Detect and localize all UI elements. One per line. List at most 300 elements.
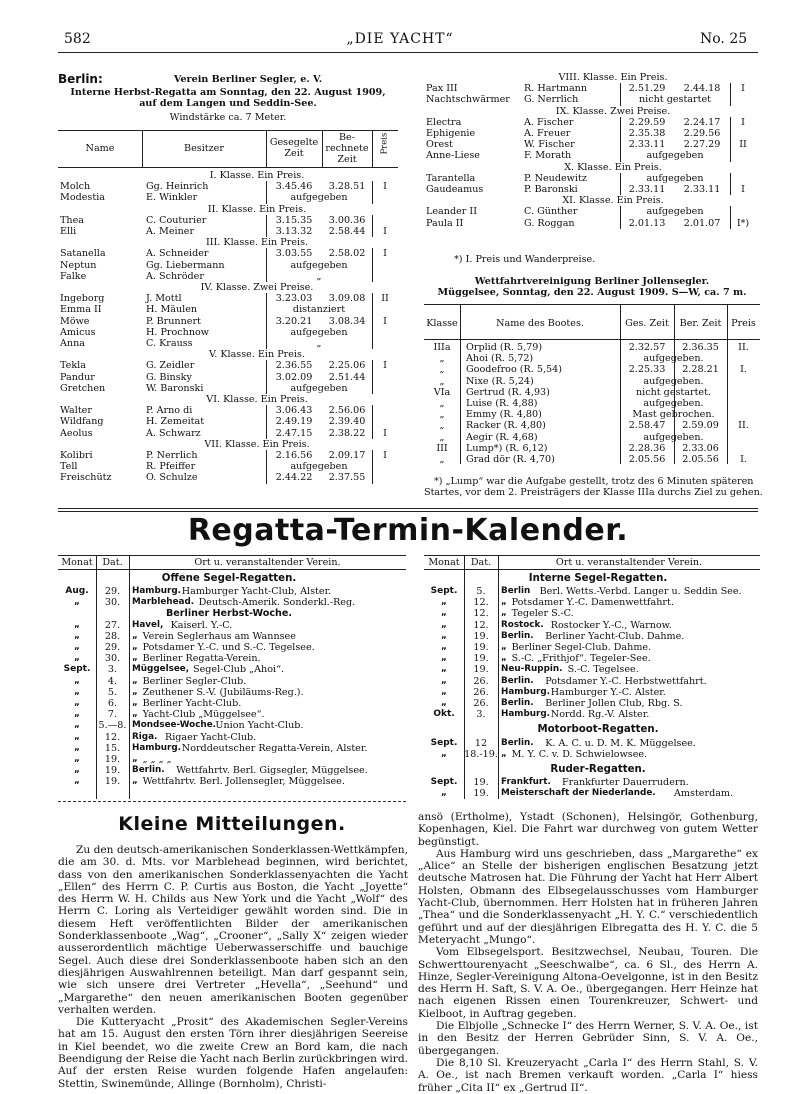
calendar-club: Berliner Yacht-Club. (142, 698, 242, 709)
calendar-month: „ (74, 731, 80, 742)
calendar-place: „ (501, 749, 507, 760)
status-text: aufgegeben (646, 172, 704, 184)
col-corrected-time: Be-rechnete Zeit (325, 132, 369, 165)
row-divider (372, 181, 373, 192)
row-divider (266, 192, 267, 203)
prize: I. (740, 364, 747, 376)
calendar-date: 19. (473, 788, 489, 800)
boat-name: Wildfang (60, 416, 104, 428)
row-divider (730, 83, 731, 94)
boat-name: Neptun (60, 259, 97, 271)
calendar-month: „ (74, 642, 80, 652)
calendar-month: „ (74, 765, 80, 776)
status-text: aufgegeben (290, 192, 348, 204)
jollen-footnote-2: Startes, vor dem 2. Preisträgers der Klasse IIIa durchs Ziel zu gehen. (424, 487, 763, 498)
boat-name: Nixe (R. 5,24) (466, 375, 534, 387)
calendar-date: 12. (104, 731, 121, 743)
row-divider (620, 83, 621, 94)
boat-owner: A. Schneider (146, 248, 209, 260)
calendar-date: 3. (476, 709, 486, 721)
calendar-month: „ (441, 619, 447, 630)
boat-name: Pandur (60, 371, 95, 383)
kalender-title: Regatta-Termin-Kalender. (187, 513, 629, 548)
row-divider (620, 184, 621, 195)
status-text: aufgegeben. (643, 431, 704, 443)
kal-right-section-3: Ruder-Regatten. (550, 764, 646, 775)
calendar-date: 5. (476, 586, 486, 597)
status-text: nicht gestartet. (635, 386, 712, 398)
col-owner: Besitzer (184, 143, 224, 154)
calendar-club: Norddeutscher Regatta-Verein, Alster. (181, 742, 368, 754)
boat-owner: G. Binsky (146, 371, 192, 383)
status-text: aufgegeben (290, 259, 348, 271)
calendar-date: 18.-19. (464, 749, 498, 761)
jollen-results (424, 276, 763, 506)
boat-owner: P. Baronski (524, 184, 578, 195)
row-divider (620, 218, 621, 229)
total-time: 2.05.56 (628, 454, 666, 465)
row-divider (266, 271, 267, 282)
row-divider (266, 327, 267, 338)
calendar-month: „ (74, 653, 80, 664)
boat-owner: Gg. Liebermann (146, 259, 225, 271)
row-divider (266, 338, 267, 349)
calendar-club: S.-C. Tegelsee. (567, 664, 639, 676)
calendar-club: Potsdamer Y.-C. und S.-C. Tegelsee. (142, 642, 315, 653)
class-heading: V. Klasse. Ein Preis. (209, 349, 305, 361)
boat-name: Gretchen (60, 382, 106, 394)
corrected-time: 2.05.56 (682, 454, 719, 465)
calendar-club: Potsdamer Y.-C. Herbstwettfahrt. (545, 675, 707, 687)
corrected-time: 2.33.11 (683, 184, 721, 195)
row-divider (730, 173, 731, 184)
boat-name: Möwe (60, 315, 90, 327)
boat-class: „ (439, 353, 445, 365)
corrected-time: 2.37.55 (328, 472, 366, 484)
calendar-club: Amsterdam. (674, 788, 734, 800)
calendar-subheading: Berliner Herbst-Woche. (165, 608, 293, 620)
calendar-place: „ (132, 653, 138, 664)
calendar-club: Zeuthener S.-V. (Jubiläums-Reg.). (142, 686, 304, 698)
boat-name: Tarantella (426, 172, 476, 184)
row-divider (372, 192, 373, 203)
kleine-left-para-2: Die Kutteryacht „Prosit“ des Akademischen Segler-Vereins hat am 15. August den ersten Törn ihrer diesjährigen Seereise in Kiel beendet, wo die zweite Crew an Bord kam, die nach Beendigung der Reise die Yacht nach Berlin zurückbringen wird. Auf der ersten Reise wurden folgende Hafen angelaufen: Stettin, Swinemünde, Allinge (Bornholm), Christi- (58, 1016, 408, 1090)
row-divider (266, 360, 267, 371)
row-divider (266, 248, 267, 259)
row-divider (266, 372, 267, 383)
boat-owner: A. Schröder (146, 270, 204, 282)
corrected-time: 2.56.06 (328, 405, 366, 417)
calendar-place: „ (132, 630, 138, 641)
jollen-col-corrected: Ber. Zeit (679, 318, 722, 329)
calendar-club: Segel-Club „Ahoi“. (193, 664, 285, 676)
calendar-place: Berlin. (501, 630, 534, 641)
kleine-right-para-3: Vom Elbsegelsport. Besitzwechsel, Neubau, Touren. Die Schwerttourenyacht „Seeschwalbe“, ca. 6 Sl., des Herrn A. Hinze, Segler-Vereinigung Altona-Oevelgonne, ist in den Besitz des Herrn H. Saft, S. V. A. Oe., übergegangen. Herr Heinze hat nach eigenen Rissen einen Tourenkreuzer, Schwert- und Kielboot, in Auftrag gegeben. (418, 946, 758, 1020)
row-divider (730, 128, 731, 139)
boat-owner: H. Zemeitat (146, 416, 205, 428)
calendar-place: Berlin. (501, 698, 534, 708)
calendar-club: Tegeler S.-C. (511, 608, 574, 620)
kalender-right (424, 555, 760, 799)
row-divider (266, 181, 267, 192)
calendar-date: 30. (104, 653, 121, 665)
calendar-date: 19. (473, 642, 489, 653)
class-heading: IX. Klasse. Zwei Preise. (555, 105, 671, 117)
row-divider (372, 461, 373, 472)
jollen-col-boat: Name des Bootes. (496, 318, 584, 329)
boat-name: Molch (60, 181, 91, 193)
calendar-place: Berlin. (501, 738, 534, 748)
calendar-month: „ (74, 619, 80, 630)
corrected-time: 2.33.06 (682, 442, 719, 454)
status-text: aufgegeben. (643, 398, 704, 409)
calendar-place: Meisterschaft der Niederlande. (501, 788, 656, 799)
calendar-date: 29. (104, 586, 121, 597)
boat-class: VIa (433, 386, 451, 398)
corrected-time: 2.39.40 (328, 416, 366, 428)
corrected-time: 2.24.17 (683, 116, 721, 128)
boat-owner: C. Couturier (146, 214, 207, 226)
calendar-place: „ (132, 686, 138, 697)
prize: I (741, 83, 745, 95)
calendar-month: Aug. (65, 586, 89, 596)
boat-name: Nachtschwärmer (426, 94, 510, 106)
calendar-date: 4. (107, 675, 118, 687)
status-text: nicht gestartet (639, 94, 711, 106)
corrected-time: 2.38.22 (328, 427, 366, 439)
calendar-month: „ (74, 776, 80, 787)
sailed-time: 3.20.21 (275, 315, 313, 327)
row-divider (730, 218, 731, 229)
boat-name: Orplid (R. 5,79) (466, 342, 543, 353)
corrected-time: 2.58.44 (328, 226, 366, 237)
calendar-place: „ (132, 675, 138, 686)
class-heading: VI. Klasse. Ein Preis. (206, 394, 308, 405)
calendar-place: Berlin (501, 586, 531, 596)
sailed-time: 3.03.55 (275, 248, 313, 260)
boat-name: Lump*) (R. 6,12) (466, 442, 548, 454)
col-name: Name (85, 143, 115, 154)
status-text: distanziert (292, 304, 346, 316)
status-text: aufgegeben (290, 382, 348, 394)
boat-name: Satanella (60, 248, 106, 260)
status-text: „ (316, 270, 322, 282)
kalender-left (58, 555, 406, 799)
calendar-date: 5.—8. (98, 720, 127, 732)
boat-name: Freischütz (60, 472, 112, 484)
row-divider (730, 184, 731, 195)
boat-name: Grad dör (R. 4,70) (466, 454, 555, 465)
kal-right-col-month: Monat (428, 557, 460, 568)
calendar-club: Deutsch-Amerik. Sonderkl.-Reg. (198, 597, 356, 609)
kal-left-col-date: Dat. (102, 557, 123, 568)
boat-owner: P. Neudewitz (524, 172, 587, 184)
kleine-left-column (58, 844, 408, 1090)
kleine-right-para-2: Aus Hamburg wird uns geschrieben, dass „Margarethe“ ex „Alice“ an Stelle der bisherigen englischen Besatzung jetzt deutsche Matrosen hat. Die Führung der Yacht hat Herr Albert Holsten, Obmann des Elbsegelausschusses vom Hamburger Yacht-Club, übernommen. Herr Holsten hat in früheren Jahren „Thea“ und die Sonderklassenyacht „H. Y. C.“ verschiedentlich geführt und auf der diesjährigen Elbregatta des H. Y. C. die 5 Meteryacht „Mungo“. (418, 847, 758, 946)
kal-right-section-2: Motorboot-Regatten. (537, 724, 659, 735)
calendar-date: 26. (473, 686, 489, 698)
kal-left-col-month: Monat (61, 557, 93, 568)
calendar-month: Okt. (433, 709, 455, 720)
calendar-month: „ (74, 754, 80, 764)
boat-owner: H. Mäulen (146, 304, 198, 316)
calendar-club: M. Y. C. v. D. Schwielowsee. (511, 749, 648, 761)
calendar-month: Sept. (63, 664, 91, 675)
row-divider (266, 316, 267, 327)
calendar-date: 28. (104, 630, 121, 642)
boat-owner: C. Krauss (146, 338, 193, 349)
row-divider (372, 428, 373, 439)
calendar-date: 19. (104, 776, 121, 788)
row-divider (372, 316, 373, 327)
row-divider (372, 215, 373, 226)
kleine-title: Kleine Mitteilungen. (118, 813, 346, 835)
kal-right-col-date: Dat. (470, 557, 492, 568)
row-divider (620, 117, 621, 128)
calendar-club: Nordd. Rg.-V. Alster. (550, 709, 650, 721)
calendar-club: Berl. Wetts.-Verbd. Langer u. Seddin See. (539, 586, 742, 597)
berlin-title-1: Interne Herbst-Regatta am Sonntag, den 22. August 1909, (70, 87, 386, 98)
prize: I (383, 226, 387, 237)
calendar-club: Frankfurter Dauerrudern. (562, 777, 689, 788)
boat-name: Aegir (R. 4,68) (466, 431, 538, 443)
prize: I (383, 427, 387, 439)
calendar-place: Berlin. (132, 765, 165, 776)
boat-class: „ (439, 409, 445, 421)
calendar-date: 19. (473, 777, 489, 788)
status-text: aufgegeben (646, 150, 704, 162)
boat-name: Emmy (R. 4,80) (466, 409, 542, 421)
calendar-month: Sept. (430, 738, 458, 748)
berlin-city: Berlin: (58, 72, 103, 86)
calendar-date: 27. (104, 619, 121, 631)
berlin-table (58, 130, 398, 505)
kal-left-section: Offene Segel-Regatten. (161, 573, 297, 584)
row-divider (620, 173, 621, 184)
row-divider (730, 206, 731, 217)
boat-name: Paula II (426, 217, 464, 229)
row-divider (730, 139, 731, 150)
row-divider (266, 293, 267, 304)
calendar-place: Hamburg. (132, 742, 182, 753)
boat-owner: A. Freuer (524, 128, 571, 139)
boat-owner: E. Winkler (146, 192, 198, 204)
calendar-month: „ (74, 630, 80, 641)
berlin-title-2: auf dem Langen und Seddin-See. (139, 98, 317, 109)
boat-name: Walter (60, 405, 92, 417)
boat-name: Thea (60, 214, 84, 226)
kleine-left-para-1: Zu den deutsch-amerikanischen Sonderklassen-Wettkämpfen, die am 30. d. Mts. vor Marblehead beginnen, wird berichtet, dass von den amerikanischen Sonderklassenyachten die Yacht „Ellen“ des Herrn C. P. Curtis aus Boston, die Yacht „Joyette“ des Herrn W. H. Childs aus New York und die Yacht „Wolf“ des Herrn C. Loring als Verteidiger gewählt worden sind. Die in diesem Heft veröffentlichten Bilder der amerikanischen Sonderklassenboote „Wag“, „Crooner“, „Sally X“ zeigen wieder ausserordentlich mächtige Ueberwasserschiffe und bauchige Segel. Auch diese drei Sonderklassenboote haben sich an den diesjährigen Auswahlrennen beteiligt. Man darf gespannt sein, wie sich unsere drei Vertreter „Hevella“, „Seehund“ und „Margarethe“ den neuen amerikanischen Booten gegenüber verhalten werden. (58, 844, 408, 1016)
kalender-bottom-rule (58, 801, 406, 803)
calendar-month: „ (74, 675, 80, 686)
row-divider (266, 450, 267, 461)
prize: I (383, 360, 387, 372)
row-divider (372, 226, 373, 237)
calendar-month: „ (441, 686, 447, 697)
journal-title: „DIE YACHT“ (346, 31, 454, 47)
calendar-place: Riga. (132, 731, 158, 742)
boat-owner: J. Mottl (146, 293, 182, 305)
calendar-club: Hamburger Yacht-Club, Alster. (181, 586, 332, 597)
calendar-place: „ (132, 698, 138, 708)
row-divider (620, 128, 621, 139)
calendar-club: Verein Seglerhaus am Wannsee (142, 630, 296, 642)
sailed-time: 3.15.35 (275, 214, 313, 226)
row-divider (620, 139, 621, 150)
row-divider (266, 416, 267, 427)
calendar-month: „ (441, 597, 447, 608)
row-divider (372, 327, 373, 338)
class-heading: X. Klasse. Ein Preis. (564, 161, 662, 173)
boat-name: Gertrud (R. 4,93) (466, 386, 550, 398)
calendar-date: 29. (104, 642, 121, 653)
prize: II (739, 139, 747, 151)
berlin-continuation (424, 72, 754, 265)
prize: I (383, 248, 387, 260)
calendar-club: Kaiserl. Y.-C. (170, 619, 233, 631)
boat-owner: G. Nerrlich (524, 94, 579, 106)
calendar-date: 19. (473, 664, 489, 676)
issue-number: No. 25 (700, 31, 748, 47)
calendar-club: S.-C. „Frithjof“. Tegeler-See. (511, 653, 651, 665)
boat-name: Pax III (426, 83, 458, 95)
boat-owner: A. Fischer (524, 116, 574, 128)
boat-name: Gaudeamus (426, 184, 484, 195)
row-divider (372, 360, 373, 371)
calendar-place: Frankfurt. (501, 777, 551, 787)
boat-name: Leander II (426, 206, 477, 218)
row-divider (372, 293, 373, 304)
calendar-month: Sept. (430, 777, 458, 787)
boat-owner: R. Pfeiffer (146, 461, 196, 473)
calendar-club: Potsdamer Y.-C. Damenwettfahrt. (511, 597, 674, 609)
boat-name: Kolibri (60, 450, 93, 461)
row-divider (620, 150, 621, 161)
status-text: aufgegeben. (643, 375, 704, 387)
jollen-footnote-1: *) „Lump“ war die Aufgabe gestellt, trotz des 6 Minuten späteren (434, 476, 754, 487)
row-divider (372, 304, 373, 315)
sailed-time: 2.35.38 (628, 128, 666, 139)
corrected-time: 2.27.29 (683, 139, 721, 151)
col-prize: Preis (379, 132, 390, 155)
status-text: aufgegeben. (643, 353, 704, 365)
calendar-date: 12 (474, 738, 488, 749)
row-divider (266, 472, 267, 483)
boat-owner: P. Nerrlich (146, 450, 198, 461)
row-divider (266, 405, 267, 416)
boat-class: „ (439, 431, 445, 443)
boat-name: Orest (426, 139, 453, 151)
calendar-month: „ (441, 608, 447, 619)
kal-left-col-place: Ort u. veranstaltender Verein. (194, 557, 341, 568)
calendar-club: Berliner Segel-Club. Dahme. (511, 642, 652, 653)
total-time: 2.32.57 (628, 342, 666, 353)
boat-class: „ (439, 375, 445, 387)
class-heading: III. Klasse. Ein Preis. (205, 237, 309, 249)
berlin-footnote: *) I. Preis und Wanderpreise. (454, 254, 596, 265)
row-divider (372, 405, 373, 416)
calendar-month: „ (441, 788, 447, 799)
calendar-place: „ (132, 642, 138, 652)
jollen-title-1: Wettfahrtvereinigung Berliner Jollensegler. (474, 276, 710, 287)
sailed-time: 2.47.15 (275, 427, 313, 439)
boat-name: Elli (60, 226, 77, 237)
calendar-club: Wettfahrtv. Berl. Gigsegler, Müggelsee. (176, 765, 368, 777)
boat-owner: R. Hartmann (524, 83, 588, 95)
boat-name: Aeolus (60, 427, 93, 439)
sailed-time: 2.33.11 (628, 139, 666, 151)
calendar-place: Hamburg. (501, 709, 551, 720)
status-text: Mast gebrochen. (632, 409, 715, 421)
boat-name: Amicus (60, 326, 96, 338)
boat-name: Tell (60, 461, 78, 473)
boat-name: Ephigenie (426, 128, 476, 139)
boat-class: „ (439, 454, 445, 465)
jollen-col-class: Klasse (426, 318, 458, 329)
boat-owner: P. Brunnert (146, 315, 201, 327)
corrected-time: 3.00.36 (328, 214, 366, 226)
calendar-date: 3. (107, 664, 118, 676)
boat-owner: C. Günther (524, 206, 578, 218)
calendar-month: „ (441, 642, 447, 652)
boat-name: Modestia (60, 192, 105, 204)
calendar-place: „ (501, 642, 507, 652)
calendar-place: „ (132, 776, 138, 787)
header-rule (58, 52, 758, 53)
prize: I (383, 181, 387, 193)
boat-owner: F. Morath (524, 150, 572, 162)
calendar-club: Berliner Segler-Club. (142, 675, 247, 687)
calendar-place: Marblehead. (132, 597, 195, 608)
boat-owner: A. Meiner (146, 226, 195, 237)
calendar-date: 15. (104, 742, 121, 754)
row-divider (266, 383, 267, 394)
sailed-time: 2.36.55 (275, 360, 313, 372)
class-heading: VII. Klasse. Ein Preis. (204, 438, 310, 450)
calendar-place: Havel, (132, 619, 164, 630)
kal-right-section-1: Interne Segel-Regatten. (528, 573, 668, 584)
corrected-time: 2.51.44 (328, 371, 366, 383)
row-divider (266, 461, 267, 472)
boat-owner: P. Arno di (146, 405, 193, 417)
sailed-time: 3.45.46 (275, 181, 313, 193)
kleine-right-para-4: Die Elbjolle „Schnecke I“ des Herrn Werner, S. V. A. Oe., ist in den Besitz der Herren Gebrüder Sinn, S. V. A. Oe., übergegangen. (418, 1020, 758, 1057)
calendar-date: 19. (473, 630, 489, 642)
prize: I. (740, 454, 747, 465)
corrected-time: 2.44.18 (683, 83, 721, 95)
total-time: 2.28.36 (628, 442, 666, 454)
boat-owner: H. Prochnow (146, 326, 210, 338)
sailed-time: 3.02.09 (275, 371, 313, 383)
calendar-month: „ (74, 709, 80, 720)
col-sailed-time: Gesegelte Zeit (269, 137, 319, 159)
row-divider (730, 117, 731, 128)
boat-name: Racker (R. 4,80) (466, 420, 546, 432)
berlin-wind: Windstärke ca. 7 Meter. (169, 112, 287, 123)
prize: II (381, 293, 389, 305)
calendar-place: „ (501, 653, 507, 664)
calendar-month: „ (441, 749, 447, 760)
berlin-club: Verein Berliner Segler, e. V. (173, 74, 323, 85)
calendar-club: Berliner Yacht-Club. Dahme. (545, 630, 685, 642)
calendar-month: „ (441, 653, 447, 664)
corrected-time: 2.58.02 (328, 248, 366, 260)
row-divider (266, 428, 267, 439)
calendar-month: Sept. (430, 586, 458, 596)
sailed-time: 3.23.03 (275, 293, 313, 305)
boat-owner: O. Schulze (146, 472, 198, 484)
boat-owner: G. Roggan (524, 217, 575, 229)
